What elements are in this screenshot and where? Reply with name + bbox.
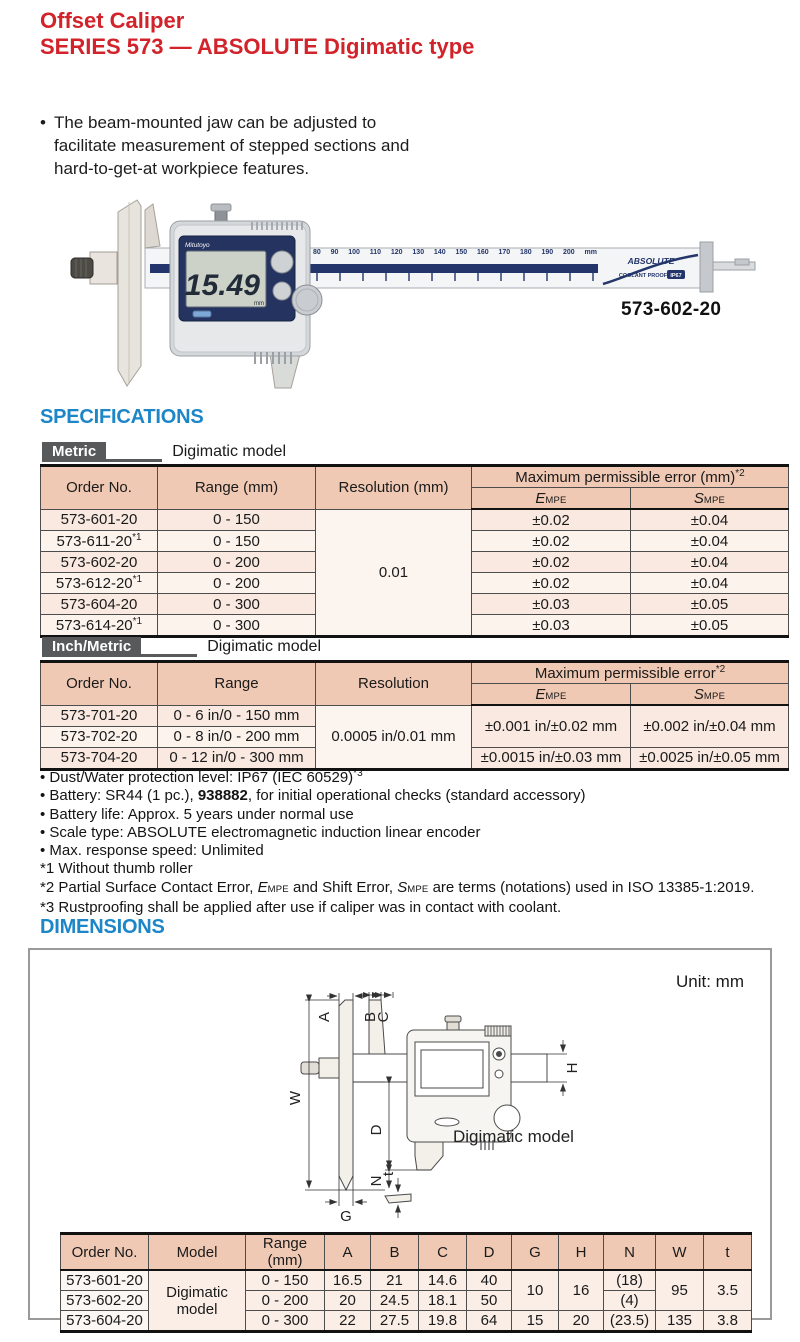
cell-range: 0 - 150 xyxy=(158,509,316,531)
cell-a: 22 xyxy=(325,1311,371,1332)
brand-label: Mitutoyo xyxy=(185,242,210,249)
cell-a: 16.5 xyxy=(325,1270,371,1291)
cell-w: 135 xyxy=(656,1311,704,1332)
dim-label-g: G xyxy=(340,1208,352,1225)
footnote-2: *2 Partial Surface Contact Error, EMPE and Shift Error, SMPE are terms (notations) used in ISO 13385-1:2019. xyxy=(40,878,755,896)
cell-c: 18.1 xyxy=(419,1291,467,1311)
cell-range: 0 - 6 in/0 - 150 mm xyxy=(158,705,316,726)
table-header-row xyxy=(61,1234,752,1271)
cell-order: 573-604-20 xyxy=(61,1311,149,1332)
col-resolution: Resolution xyxy=(316,662,472,706)
col-n: N xyxy=(604,1234,656,1271)
feature-bullet-text: The beam-mounted jaw can be adjusted to facilitate measurement of stepped sections and hard-to-get-at workpiece features. xyxy=(54,113,410,178)
dim-label-w: W xyxy=(287,1090,304,1106)
cell-h: 16 xyxy=(559,1270,604,1311)
cell-order: 573-602-20 xyxy=(61,1291,149,1311)
cell-range: 0 - 150 xyxy=(158,531,316,552)
note-line: • Max. response speed: Unlimited xyxy=(40,842,760,860)
specifications-heading: SPECIFICATIONS xyxy=(40,406,204,428)
cell-empe: ±0.02 xyxy=(472,531,631,552)
col-order: Order No. xyxy=(61,1234,149,1271)
lcd-value: 15.49 xyxy=(184,269,260,302)
cell-range: 0 - 12 in/0 - 300 mm xyxy=(158,747,316,769)
col-range: Range (mm) xyxy=(158,466,316,510)
caliper-photo-illustration xyxy=(55,196,765,391)
col-c: C xyxy=(419,1234,467,1271)
table-header-row xyxy=(41,662,789,684)
cell-empe: ±0.02 xyxy=(472,509,631,531)
unit-label: Unit: mm xyxy=(676,972,744,991)
dim-label-c: C xyxy=(375,1011,392,1023)
cell-empe: ±0.03 xyxy=(472,615,631,637)
cell-n: (23.5) xyxy=(604,1311,656,1332)
footnote-1: *1 Without thumb roller xyxy=(40,860,193,878)
cell-order: 573-601-20 xyxy=(41,509,158,531)
note-line: • Battery life: Approx. 5 years under normal use xyxy=(40,806,760,824)
tab-underline xyxy=(106,439,162,462)
col-g: G xyxy=(512,1234,559,1271)
cell-resolution: 0.01 xyxy=(316,509,472,637)
cell-range: 0 - 300 xyxy=(246,1311,325,1332)
dim-label-a: A xyxy=(316,1011,333,1023)
cell-range: 0 - 200 xyxy=(246,1291,325,1311)
col-t: t xyxy=(704,1234,752,1271)
beam-scale-numbers: 80 90 100 110 120 130 140 150 160 170 180 190 200 mm xyxy=(313,249,597,256)
cell-smpe: ±0.04 xyxy=(631,552,789,573)
col-a: A xyxy=(325,1234,371,1271)
cell-g: 10 xyxy=(512,1270,559,1311)
cell-smpe: ±0.05 xyxy=(631,615,789,637)
cell-order: 573-701-20 xyxy=(41,705,158,726)
col-range: Range xyxy=(158,662,316,706)
cell-order: 573-604-20 xyxy=(41,594,158,615)
inch-metric-tab: Inch/Metric xyxy=(42,637,141,657)
product-photo xyxy=(55,196,765,391)
dimensions-table xyxy=(60,1232,752,1333)
cell-c: 14.6 xyxy=(419,1270,467,1291)
cell-smpe: ±0.04 xyxy=(631,509,789,531)
cell-g: 15 xyxy=(512,1311,559,1332)
ip67-badge: IP67 xyxy=(670,273,682,279)
table-row xyxy=(41,705,789,726)
col-empe: EMPE xyxy=(472,684,631,706)
inch-metric-tab-row xyxy=(42,637,321,657)
dim-label-b: B xyxy=(362,1011,379,1023)
cell-order: 573-614-20$^{*1}$ xyxy=(41,615,158,637)
cell-empe: ±0.02 xyxy=(472,573,631,594)
diagram-caption: Digimatic model xyxy=(453,1127,574,1146)
col-order: Order No. xyxy=(41,466,158,510)
cell-empe: ±0.02 xyxy=(472,552,631,573)
cell-range: 0 - 300 xyxy=(158,615,316,637)
col-range: Range (mm) xyxy=(246,1234,325,1271)
cell-smpe: ±0.002 in/±0.04 mm xyxy=(631,705,789,747)
page-title xyxy=(40,8,474,61)
dim-label-t: t xyxy=(380,1171,397,1177)
dimension-diagram xyxy=(285,990,595,1230)
cell-smpe: ±0.04 xyxy=(631,531,789,552)
cell-empe: ±0.001 in/±0.02 mm xyxy=(472,705,631,747)
footnote-3: *3 Rustproofing shall be applied after use if caliper was in contact with coolant. xyxy=(40,899,562,917)
inch-metric-tab-caption: Digimatic model xyxy=(207,638,321,655)
col-resolution: Resolution (mm) xyxy=(316,466,472,510)
cell-range: 0 - 200 xyxy=(158,573,316,594)
cell-t: 3.5 xyxy=(704,1270,752,1311)
cell-smpe: ±0.05 xyxy=(631,594,789,615)
col-model: Model xyxy=(149,1234,246,1271)
dim-label-h: H xyxy=(564,1062,581,1074)
cell-h: 20 xyxy=(559,1311,604,1332)
lcd-unit: mm xyxy=(254,301,264,307)
cell-order: 573-702-20 xyxy=(41,726,158,747)
cell-empe: ±0.0015 in/±0.03 mm xyxy=(472,747,631,769)
dim-label-d: D xyxy=(368,1124,385,1136)
cell-d: 40 xyxy=(467,1270,512,1291)
col-b: B xyxy=(371,1234,419,1271)
cell-n: (18) xyxy=(604,1270,656,1291)
note-line: • Dust/Water protection level: IP67 (IEC 60529)$^{*3}$ xyxy=(40,769,760,787)
cell-range: 0 - 200 xyxy=(158,552,316,573)
col-smpe: SMPE xyxy=(631,684,789,706)
col-d: D xyxy=(467,1234,512,1271)
cell-order: 573-611-20$^{*1}$ xyxy=(41,531,158,552)
cell-model: Digimatic model xyxy=(149,1270,246,1332)
cell-smpe: ±0.0025 in/±0.05 mm xyxy=(631,747,789,769)
cell-order: 573-704-20 xyxy=(41,747,158,769)
dimensions-box xyxy=(28,948,772,1329)
absolute-logo: ABSOLUTE xyxy=(627,256,675,266)
cell-a: 20 xyxy=(325,1291,371,1311)
table-row xyxy=(41,509,789,531)
cell-resolution: 0.0005 in/0.01 mm xyxy=(316,705,472,769)
tab-underline xyxy=(141,634,197,657)
cell-b: 21 xyxy=(371,1270,419,1291)
cell-smpe: ±0.04 xyxy=(631,573,789,594)
coolant-proof-label: COOLANT PROOF xyxy=(618,273,668,279)
col-order: Order No. xyxy=(41,662,158,706)
metric-tab-caption: Digimatic model xyxy=(172,443,286,460)
feature-bullet xyxy=(40,112,412,181)
page-title-line1: Offset Caliper xyxy=(40,8,185,33)
metric-tab-row xyxy=(42,442,286,462)
spec-notes xyxy=(40,769,760,917)
col-mpe: Maximum permissible error (mm)$^{*2}$ xyxy=(472,466,789,488)
inch-metric-spec-table xyxy=(40,660,789,771)
cell-b: 24.5 xyxy=(371,1291,419,1311)
cell-b: 27.5 xyxy=(371,1311,419,1332)
cell-d: 64 xyxy=(467,1311,512,1332)
col-w: W xyxy=(656,1234,704,1271)
metric-tab: Metric xyxy=(42,442,106,462)
cell-n: (4) xyxy=(604,1291,656,1311)
col-mpe: Maximum permissible error$^{*2}$ xyxy=(472,662,789,684)
col-smpe: SMPE xyxy=(631,488,789,510)
cell-c: 19.8 xyxy=(419,1311,467,1332)
cell-order: 573-602-20 xyxy=(41,552,158,573)
cell-t: 3.8 xyxy=(704,1311,752,1332)
dimensions-heading: DIMENSIONS xyxy=(40,916,165,938)
col-empe: EMPE xyxy=(472,488,631,510)
cell-range: 0 - 8 in/0 - 200 mm xyxy=(158,726,316,747)
cell-range: 0 - 150 xyxy=(246,1270,325,1291)
note-line: • Battery: SR44 (1 pc.), 938882, for initial operational checks (standard accessory) xyxy=(40,787,760,805)
product-code-label: 573-602-20 xyxy=(621,299,722,320)
cell-empe: ±0.03 xyxy=(472,594,631,615)
note-line: • Scale type: ABSOLUTE electromagnetic induction linear encoder xyxy=(40,824,760,842)
cell-range: 0 - 300 xyxy=(158,594,316,615)
metric-spec-table xyxy=(40,464,789,638)
cell-order: 573-612-20$^{*1}$ xyxy=(41,573,158,594)
cell-w: 95 xyxy=(656,1270,704,1311)
page-title-line2: SERIES 573 — ABSOLUTE Digimatic type xyxy=(40,34,475,60)
col-h: H xyxy=(559,1234,604,1271)
table-header-row xyxy=(41,466,789,488)
bullet-icon xyxy=(40,112,54,181)
cell-order: 573-601-20 xyxy=(61,1270,149,1291)
table-row xyxy=(61,1270,752,1291)
dim-label-n: N xyxy=(368,1175,385,1187)
cell-d: 50 xyxy=(467,1291,512,1311)
